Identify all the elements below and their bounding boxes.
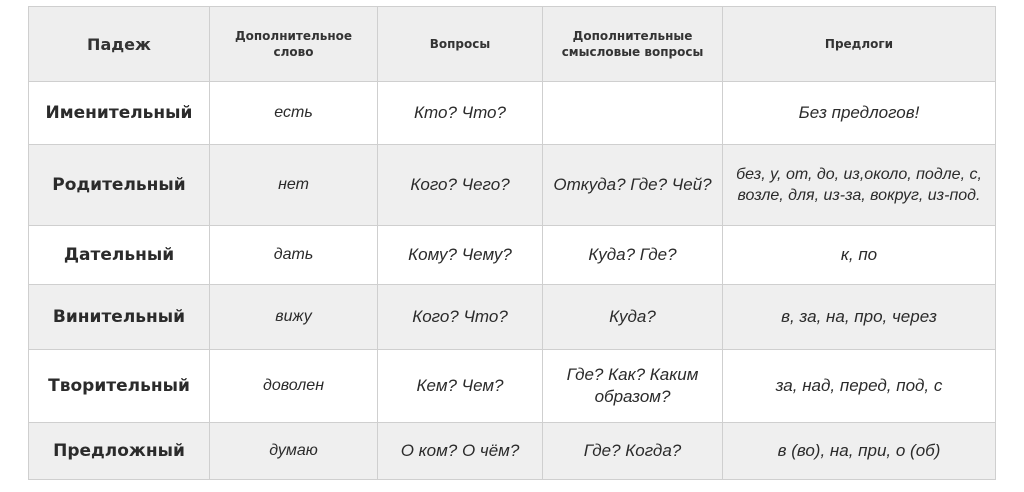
case-name: Именительный: [29, 82, 210, 145]
case-name: Творительный: [29, 350, 210, 423]
table-row: [29, 145, 996, 226]
header-extra-word: Дополнительное слово: [210, 7, 378, 82]
table-header: [29, 7, 996, 82]
prepositions: за, над, перед, под, с: [723, 350, 996, 423]
cases-table: [28, 6, 996, 480]
extra-word: думаю: [210, 423, 378, 480]
case-name: Родительный: [29, 145, 210, 226]
table-row: [29, 82, 996, 145]
extra-word: нет: [210, 145, 378, 226]
header-row: [29, 7, 996, 82]
table-row: [29, 350, 996, 423]
header-prepositions: Предлоги: [723, 7, 996, 82]
extra-questions: Откуда? Где? Чей?: [543, 145, 723, 226]
extra-questions: Где? Как? Каким образом?: [543, 350, 723, 423]
extra-word: доволен: [210, 350, 378, 423]
extra-questions: Куда?: [543, 285, 723, 350]
questions: Кем? Чем?: [378, 350, 543, 423]
questions: Кому? Чему?: [378, 226, 543, 285]
case-name: Винительный: [29, 285, 210, 350]
questions: Кого? Чего?: [378, 145, 543, 226]
questions: Кого? Что?: [378, 285, 543, 350]
prepositions: в (во), на, при, о (об): [723, 423, 996, 480]
extra-word: вижу: [210, 285, 378, 350]
prepositions: к, по: [723, 226, 996, 285]
table-row: [29, 423, 996, 480]
extra-questions: [543, 82, 723, 145]
table-body: [29, 82, 996, 480]
header-extra-questions: Дополнительные смысловые вопросы: [543, 7, 723, 82]
prepositions: без, у, от, до, из,около, подле, с, возле, для, из-за, вокруг, из-под.: [723, 145, 996, 226]
table-row: [29, 285, 996, 350]
extra-word: дать: [210, 226, 378, 285]
extra-word: есть: [210, 82, 378, 145]
questions: Кто? Что?: [378, 82, 543, 145]
prepositions: в, за, на, про, через: [723, 285, 996, 350]
header-questions: Вопросы: [378, 7, 543, 82]
case-name: Предложный: [29, 423, 210, 480]
header-case: Падеж: [29, 7, 210, 82]
case-name: Дательный: [29, 226, 210, 285]
prepositions: Без предлогов!: [723, 82, 996, 145]
extra-questions: Где? Когда?: [543, 423, 723, 480]
questions: О ком? О чём?: [378, 423, 543, 480]
extra-questions: Куда? Где?: [543, 226, 723, 285]
table-row: [29, 226, 996, 285]
